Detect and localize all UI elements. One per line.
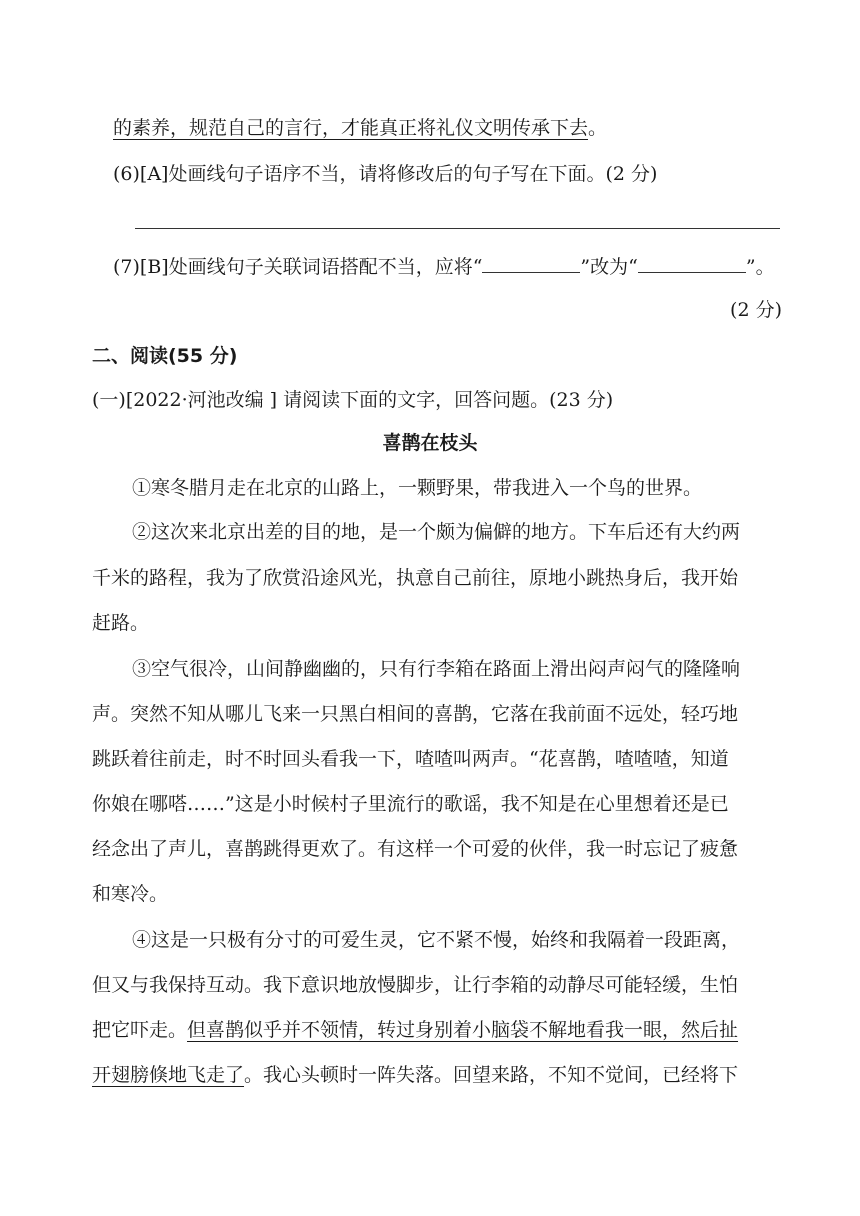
paragraph-4-line-3 [92, 1016, 812, 1044]
paragraph-2-line-3: 赶路。 [92, 612, 150, 634]
prev-passage-line [113, 114, 813, 142]
paragraph-4-line-4 [92, 1061, 812, 1089]
q7-text-part3: ”。 [745, 256, 775, 278]
reading-intro: (一)[2022·河池改编 ] 请阅读下面的文字，回答问题。(23 分) [92, 389, 614, 411]
period: 。 [588, 117, 608, 139]
paragraph-3-line-3: 跳跃着往前走，时不时回头看我一下，喳喳叫两声。“花喜鹊，喳喳喳，知道 [92, 748, 729, 770]
paragraph-4-line-2: 但又与我保持互动。我下意识地放慢脚步，让行李箱的动静尽可能轻缓，生怕 [92, 974, 739, 996]
answer-line-q6[interactable] [135, 228, 780, 229]
paragraph-1: ①寒冬腊月走在北京的山路上，一颗野果，带我进入一个鸟的世界。 [132, 477, 703, 499]
question-7 [113, 252, 793, 281]
q7-text-part1: (7)[B]处画线句子关联词语搭配不当，应将“ [113, 256, 483, 278]
paragraph-4-line-1: ④这是一只极有分寸的可爱生灵，它不紧不慢，始终和我隔着一段距离， [132, 929, 741, 951]
q7-text-part2: ”改为“ [580, 256, 638, 278]
paragraph-2-line-2: 千米的路程，我为了欣赏沿途风光，执意自己前往，原地小跳热身后，我开始 [92, 567, 739, 589]
p4-plain-text: 把它吓走。 [92, 1019, 188, 1041]
question-6: (6)[A]处画线句子语序不当，请将修改后的句子写在下面。(2 分) [113, 163, 658, 185]
underlined-sentence-end: 开翅膀倏地飞走了 [92, 1064, 245, 1086]
paragraph-2-line-1: ②这次来北京出差的目的地，是一个颇为偏僻的地方。下车后还有大约两 [132, 521, 741, 543]
paragraph-3-line-6: 和寒冷。 [92, 883, 169, 905]
answer-blank-1[interactable] [482, 252, 580, 273]
paragraph-3-line-4: 你娘在哪嗒……”这是小时候村子里流行的歌谣，我不知是在心里想着还是已 [92, 793, 729, 815]
q7-score: (2 分) [730, 299, 782, 321]
section-heading-reading: 二、阅读(55 分) [92, 345, 238, 367]
p4-plain-text-2: 。我心头顿时一阵失落。回望来路，不知不觉间，已经将下 [244, 1064, 739, 1086]
underlined-sentence-start: 但喜鹊似乎并不领情，转过身别着小脑袋不解地看我一眼，然后扯 [187, 1019, 739, 1041]
paragraph-3-line-2: 声。突然不知从哪儿飞来一只黑白相间的喜鹊，它落在我前面不远处，轻巧地 [92, 703, 739, 725]
underlined-sentence-b: 的素养，规范自己的言行，才能真正将礼仪文明传承下去 [113, 117, 589, 139]
paragraph-3-line-1: ③空气很冷，山间静幽幽的，只有行李箱在路面上滑出闷声闷气的隆隆响 [132, 658, 741, 680]
answer-blank-2[interactable] [638, 252, 746, 273]
passage-title: 喜鹊在枝头 [382, 432, 478, 454]
paragraph-3-line-5: 经念出了声儿，喜鹊跳得更欢了。有这样一个可爱的伙伴，我一时忘记了疲惫 [92, 838, 739, 860]
